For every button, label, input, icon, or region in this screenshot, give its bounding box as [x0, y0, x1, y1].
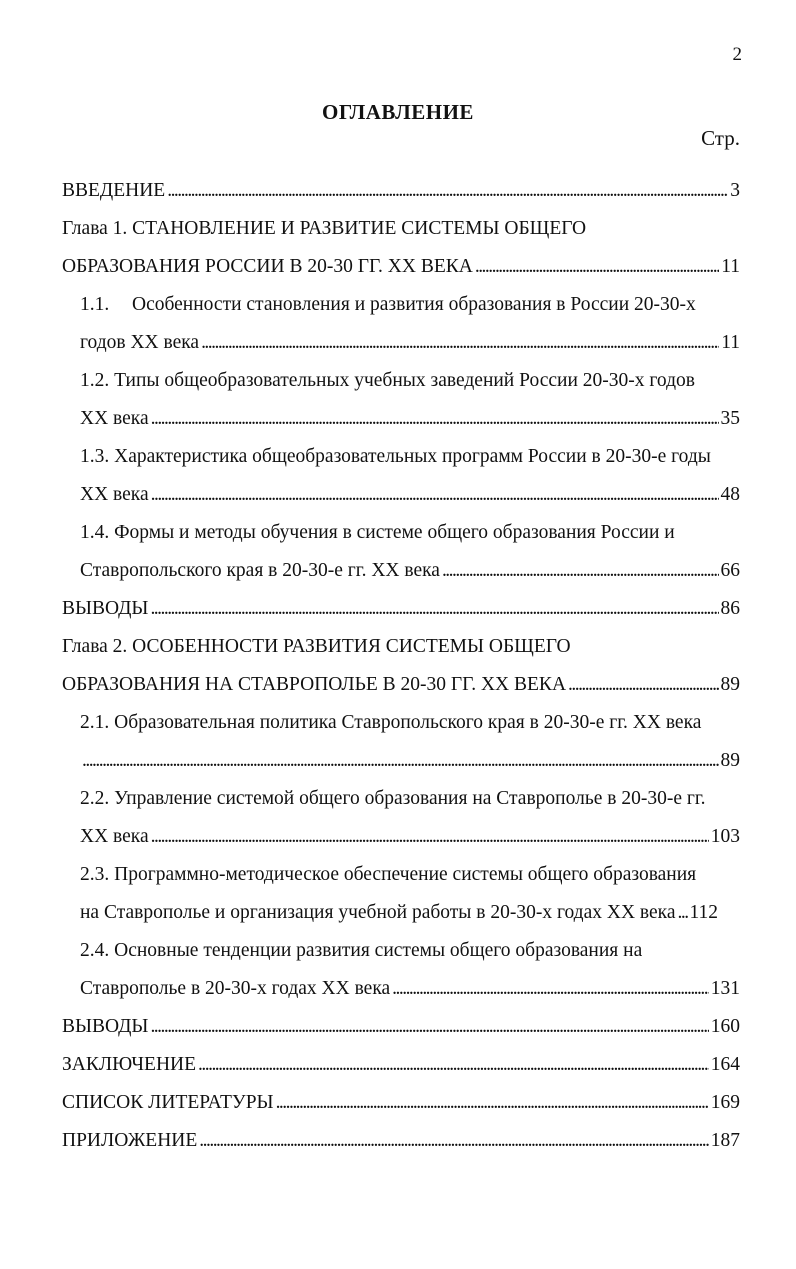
toc-entry-section-1-2[interactable]: [80, 362, 740, 438]
toc-entry-title-line: 2.1. Образовательная политика Ставропольского края в 20-30-е гг. XX века: [80, 712, 702, 733]
toc-entry-bibliography[interactable]: [62, 1084, 740, 1122]
toc-page-number: 86: [720, 598, 740, 619]
dot-leader: [442, 552, 719, 590]
dot-leader: [199, 1122, 708, 1160]
dot-leader: [678, 894, 688, 932]
dot-leader: [568, 666, 718, 704]
toc-entry-title-line: 1.2. Типы общеобразовательных учебных заведений России 20-30-х годов: [80, 370, 695, 391]
toc-entry-title: XX века: [80, 408, 149, 429]
toc-entry-chapter-2[interactable]: [62, 628, 740, 704]
toc-entry-title: годов XX века: [80, 332, 200, 353]
toc-entry-conclusions-2[interactable]: [62, 1008, 740, 1046]
toc-entry-section-2-4[interactable]: [80, 932, 740, 1008]
toc-page-number: 66: [720, 560, 740, 581]
pages-column-label: Стр.: [701, 126, 740, 150]
toc-page-number: 112: [689, 902, 719, 923]
toc-entry-title: XX века: [80, 826, 149, 847]
page-number: 2: [732, 44, 742, 65]
toc-entry-section-2-1[interactable]: [80, 704, 740, 780]
toc-page-number: 187: [710, 1130, 740, 1151]
toc-page-number: 160: [710, 1016, 740, 1037]
page-title: ОГЛАВЛЕНИЕ: [322, 100, 474, 124]
toc-entry-title: ПРИЛОЖЕНИЕ: [62, 1130, 198, 1151]
dot-leader: [276, 1084, 709, 1122]
dot-leader: [150, 590, 718, 628]
toc-entry-conclusions-1[interactable]: [62, 590, 740, 628]
dot-leader: [201, 324, 719, 362]
toc-entry-title: на Ставрополье и организация учебной работы в 20-30-х годах XX века: [80, 902, 676, 923]
toc-section-number: 1.1.: [80, 294, 110, 315]
toc-page-number: 11: [721, 332, 740, 353]
table-of-contents: [62, 172, 740, 1160]
toc-entry-title-line: 2.2. Управление системой общего образования на Ставрополье в 20-30-е гг.: [80, 788, 706, 809]
dot-leader: [392, 970, 709, 1008]
toc-page-number: 35: [720, 408, 740, 429]
toc-entry-appendix[interactable]: [62, 1122, 740, 1160]
dot-leader: [82, 742, 719, 780]
toc-page-number: 3: [730, 180, 740, 201]
toc-entry-title-line: 1.3. Характеристика общеобразовательных программ России в 20-30-е годы: [80, 446, 711, 467]
toc-entry-title-line: Глава 1. СТАНОВЛЕНИЕ И РАЗВИТИЕ СИСТЕМЫ ОБЩЕГО: [62, 218, 587, 239]
toc-entry-title: ЗАКЛЮЧЕНИЕ: [62, 1054, 197, 1075]
toc-page-number: 89: [720, 674, 740, 695]
toc-entry-title: XX века: [80, 484, 149, 505]
dot-leader: [151, 476, 719, 514]
toc-entry-title: ВЫВОДЫ: [62, 598, 149, 619]
toc-page-number: 48: [720, 484, 740, 505]
toc-entry-section-1-4[interactable]: [80, 514, 740, 590]
dot-leader: [167, 172, 728, 210]
toc-entry-title: Ставропольского края в 20-30-е гг. XX века: [80, 560, 440, 581]
dot-leader: [151, 818, 709, 856]
toc-entry-chapter-1[interactable]: [62, 210, 740, 286]
toc-entry-title-line: 1.4. Формы и методы обучения в системе общего образования России и: [80, 522, 675, 543]
toc-entry-introduction[interactable]: [62, 172, 740, 210]
toc-entry-section-1-1[interactable]: [80, 286, 740, 362]
toc-entry-conclusion[interactable]: [62, 1046, 740, 1084]
toc-entry-section-2-3[interactable]: [80, 856, 740, 932]
dot-leader: [475, 248, 719, 286]
toc-entry-title-line: Особенности становления и развития образования в России 20-30-х: [132, 294, 696, 315]
toc-page-number: 169: [710, 1092, 740, 1113]
toc-page-number: 11: [721, 256, 740, 277]
toc-page-number: 89: [720, 750, 740, 771]
dot-leader: [198, 1046, 709, 1084]
toc-entry-title: ОБРАЗОВАНИЯ РОССИИ В 20-30 ГГ. XX ВЕКА: [62, 256, 473, 277]
dot-leader: [151, 400, 719, 438]
toc-entry-title: ОБРАЗОВАНИЯ НА СТАВРОПОЛЬЕ В 20-30 ГГ. XX ВЕКА: [62, 674, 567, 695]
toc-entry-title-line: Глава 2. ОСОБЕННОСТИ РАЗВИТИЯ СИСТЕМЫ ОБЩЕГО: [62, 636, 571, 657]
toc-entry-section-1-3[interactable]: [80, 438, 740, 514]
toc-entry-title: ВВЕДЕНИЕ: [62, 180, 166, 201]
toc-entry-section-2-2[interactable]: [80, 780, 740, 856]
toc-entry-title-line: 2.3. Программно-методическое обеспечение системы общего образования: [80, 864, 697, 885]
toc-page-number: 164: [710, 1054, 740, 1075]
dot-leader: [150, 1008, 708, 1046]
toc-entry-title: СПИСОК ЛИТЕРАТУРЫ: [62, 1092, 274, 1113]
toc-entry-title-line: 2.4. Основные тенденции развития системы общего образования на: [80, 940, 643, 961]
toc-page-number: 103: [710, 826, 740, 847]
toc-page-number: 131: [710, 978, 740, 999]
toc-entry-title: Ставрополье в 20-30-х годах XX века: [80, 978, 391, 999]
toc-entry-title: ВЫВОДЫ: [62, 1016, 149, 1037]
